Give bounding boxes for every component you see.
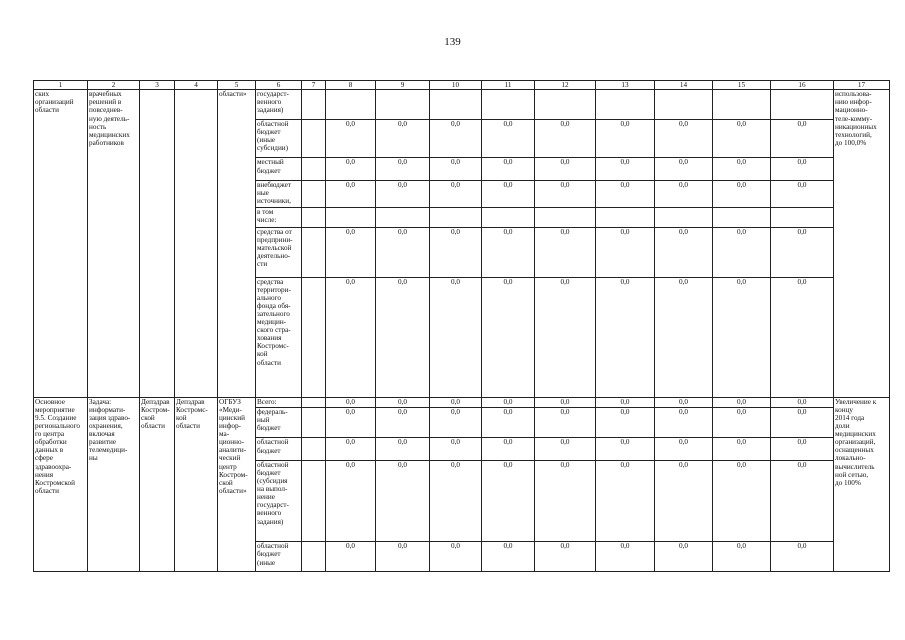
empty-cell [302,208,326,227]
value-cell: 0,0 [326,397,376,407]
value-cell: 0,0 [713,277,771,397]
activity-cell: Основное мероприятие 9.5. Создание регионального го центра обработки данных в сфере здравоохра- нения Костромской области [34,397,88,571]
value-cell: 0,0 [376,277,430,397]
value-cell: 0,0 [430,277,482,397]
value-cell: 0,0 [771,277,834,397]
value-cell: 0,0 [535,397,596,407]
column-number-header: 11 [482,81,535,90]
value-cell: 0,0 [535,542,596,572]
value-cell [713,90,771,120]
empty-cell [302,460,326,541]
value-cell: 0,0 [535,460,596,541]
value-cell: 0,0 [535,180,596,207]
value-cell: 0,0 [376,180,430,207]
participant-cell: ОГБУЗ «Меди- цинский инфор- ма- ционно- аналити- ческий центр Костром- ской области» [218,397,256,571]
value-cell: 0,0 [430,460,482,541]
empty-cell [302,119,326,158]
column-number-header: 8 [326,81,376,90]
executor-cell: Депздрав Костром- ской области [140,397,175,571]
column-number-header: 3 [140,81,175,90]
value-cell: 0,0 [596,460,655,541]
participant-cell: области» [218,90,256,398]
empty-cell [302,407,326,438]
column-number-header: 7 [302,81,326,90]
funding-source-cell: внебюджет ные источники, [256,180,302,207]
value-cell: 0,0 [376,460,430,541]
empty-cell [302,397,326,407]
value-cell: 0,0 [430,180,482,207]
value-cell [326,90,376,120]
value-cell: 0,0 [482,180,535,207]
funding-source-cell: средства территори- ального фонда обя- зательного медицин- ского стра- хования Костромс- кой области [256,277,302,397]
value-cell: 0,0 [326,542,376,572]
value-cell: 0,0 [596,180,655,207]
value-cell [535,208,596,227]
task-cell: врачебных решений в повседнев- ную деятель- ность медицинских работников [88,90,140,398]
value-cell: 0,0 [596,277,655,397]
empty-cell [302,158,326,180]
value-cell: 0,0 [713,438,771,460]
value-cell [771,90,834,120]
value-cell: 0,0 [596,438,655,460]
value-cell: 0,0 [482,397,535,407]
value-cell: 0,0 [326,158,376,180]
result-cell: использова- нию инфор- мационно- теле-комму- никационных технологий, до 100,0% [834,90,890,398]
value-cell: 0,0 [655,277,713,397]
funding-source-cell: в том числе: [256,208,302,227]
coexecutor-cell: Депздрав Костромс- кой области [175,397,218,571]
value-cell: 0,0 [535,158,596,180]
value-cell: 0,0 [771,158,834,180]
value-cell: 0,0 [713,227,771,277]
value-cell: 0,0 [430,407,482,438]
value-cell: 0,0 [430,119,482,158]
funding-source-cell: областной бюджет (иные [256,542,302,572]
executor-cell [140,90,175,398]
value-cell: 0,0 [655,407,713,438]
column-number-header: 12 [535,81,596,90]
value-cell: 0,0 [482,438,535,460]
value-cell [596,90,655,120]
value-cell: 0,0 [713,407,771,438]
value-cell: 0,0 [376,397,430,407]
value-cell: 0,0 [482,277,535,397]
value-cell: 0,0 [596,158,655,180]
table-row [34,397,890,407]
task-cell: Задача: информати- зация здраво- охранения, включая развитие телемедици- ны [88,397,140,571]
value-cell: 0,0 [535,407,596,438]
value-cell: 0,0 [713,158,771,180]
value-cell: 0,0 [482,119,535,158]
value-cell: 0,0 [771,407,834,438]
value-cell: 0,0 [482,542,535,572]
column-number-header: 13 [596,81,655,90]
value-cell: 0,0 [482,407,535,438]
organizations-cell: ских организаций области [34,90,88,398]
table-row [34,90,890,120]
funding-source-cell: государст- венного задания) [256,90,302,120]
value-cell: 0,0 [596,542,655,572]
budget-table [33,80,890,572]
value-cell [326,208,376,227]
value-cell: 0,0 [482,227,535,277]
value-cell: 0,0 [771,438,834,460]
column-number-header: 9 [376,81,430,90]
value-cell: 0,0 [655,438,713,460]
column-number-header: 17 [834,81,890,90]
value-cell: 0,0 [430,542,482,572]
value-cell: 0,0 [376,119,430,158]
value-cell: 0,0 [713,180,771,207]
column-number-header: 6 [256,81,302,90]
value-cell [482,90,535,120]
value-cell: 0,0 [713,397,771,407]
column-number-header: 10 [430,81,482,90]
value-cell: 0,0 [713,460,771,541]
value-cell: 0,0 [376,407,430,438]
value-cell: 0,0 [771,180,834,207]
funding-source-cell: средства от предприни- мательской деятельно- сти [256,227,302,277]
empty-cell [302,180,326,207]
column-number-header: 4 [175,81,218,90]
value-cell: 0,0 [655,460,713,541]
empty-cell [302,438,326,460]
funding-source-cell: областной бюджет [256,438,302,460]
value-cell: 0,0 [596,119,655,158]
value-cell: 0,0 [376,227,430,277]
column-number-header: 14 [655,81,713,90]
value-cell [376,208,430,227]
value-cell: 0,0 [430,227,482,277]
empty-cell [302,90,326,120]
value-cell: 0,0 [326,438,376,460]
value-cell [535,90,596,120]
value-cell [655,208,713,227]
value-cell: 0,0 [376,542,430,572]
funding-source-cell: областной бюджет (субсидия на выпол- нение государст- венного задания) [256,460,302,541]
value-cell: 0,0 [326,119,376,158]
value-cell: 0,0 [655,180,713,207]
funding-source-cell: федераль- ный бюджет [256,407,302,438]
value-cell: 0,0 [655,119,713,158]
value-cell: 0,0 [535,438,596,460]
value-cell: 0,0 [326,277,376,397]
value-cell [771,208,834,227]
value-cell: 0,0 [535,119,596,158]
value-cell: 0,0 [713,119,771,158]
page-number: 139 [444,36,461,48]
funding-source-cell: Всего: [256,397,302,407]
value-cell: 0,0 [482,158,535,180]
value-cell: 0,0 [655,227,713,277]
value-cell [430,208,482,227]
value-cell: 0,0 [326,227,376,277]
value-cell: 0,0 [326,180,376,207]
value-cell: 0,0 [376,438,430,460]
value-cell: 0,0 [596,227,655,277]
column-number-header: 5 [218,81,256,90]
value-cell [596,208,655,227]
value-cell: 0,0 [326,407,376,438]
empty-cell [302,542,326,572]
column-number-header: 16 [771,81,834,90]
column-number-header: 1 [34,81,88,90]
value-cell: 0,0 [771,119,834,158]
value-cell: 0,0 [596,397,655,407]
coexecutor-cell [175,90,218,398]
value-cell [713,208,771,227]
value-cell [376,90,430,120]
value-cell [655,90,713,120]
funding-source-cell: областной бюджет (иные субсидии) [256,119,302,158]
value-cell [482,208,535,227]
value-cell [430,90,482,120]
value-cell: 0,0 [655,397,713,407]
value-cell: 0,0 [482,460,535,541]
value-cell: 0,0 [655,542,713,572]
value-cell: 0,0 [535,277,596,397]
column-number-header: 2 [88,81,140,90]
empty-cell [302,227,326,277]
column-number-header: 15 [713,81,771,90]
value-cell: 0,0 [771,542,834,572]
value-cell: 0,0 [430,158,482,180]
value-cell: 0,0 [771,397,834,407]
value-cell: 0,0 [326,460,376,541]
value-cell: 0,0 [771,460,834,541]
value-cell: 0,0 [596,407,655,438]
value-cell: 0,0 [430,397,482,407]
value-cell: 0,0 [430,438,482,460]
result-cell: Увеличение к концу 2014 года доли медицинских организаций, оснащенных локально- вычислитель ной сетью, до 100% [834,397,890,571]
header-row [34,81,890,90]
value-cell: 0,0 [376,158,430,180]
empty-cell [302,277,326,397]
value-cell: 0,0 [655,158,713,180]
funding-source-cell: местный бюджет [256,158,302,180]
value-cell: 0,0 [713,542,771,572]
value-cell: 0,0 [771,227,834,277]
value-cell: 0,0 [535,227,596,277]
